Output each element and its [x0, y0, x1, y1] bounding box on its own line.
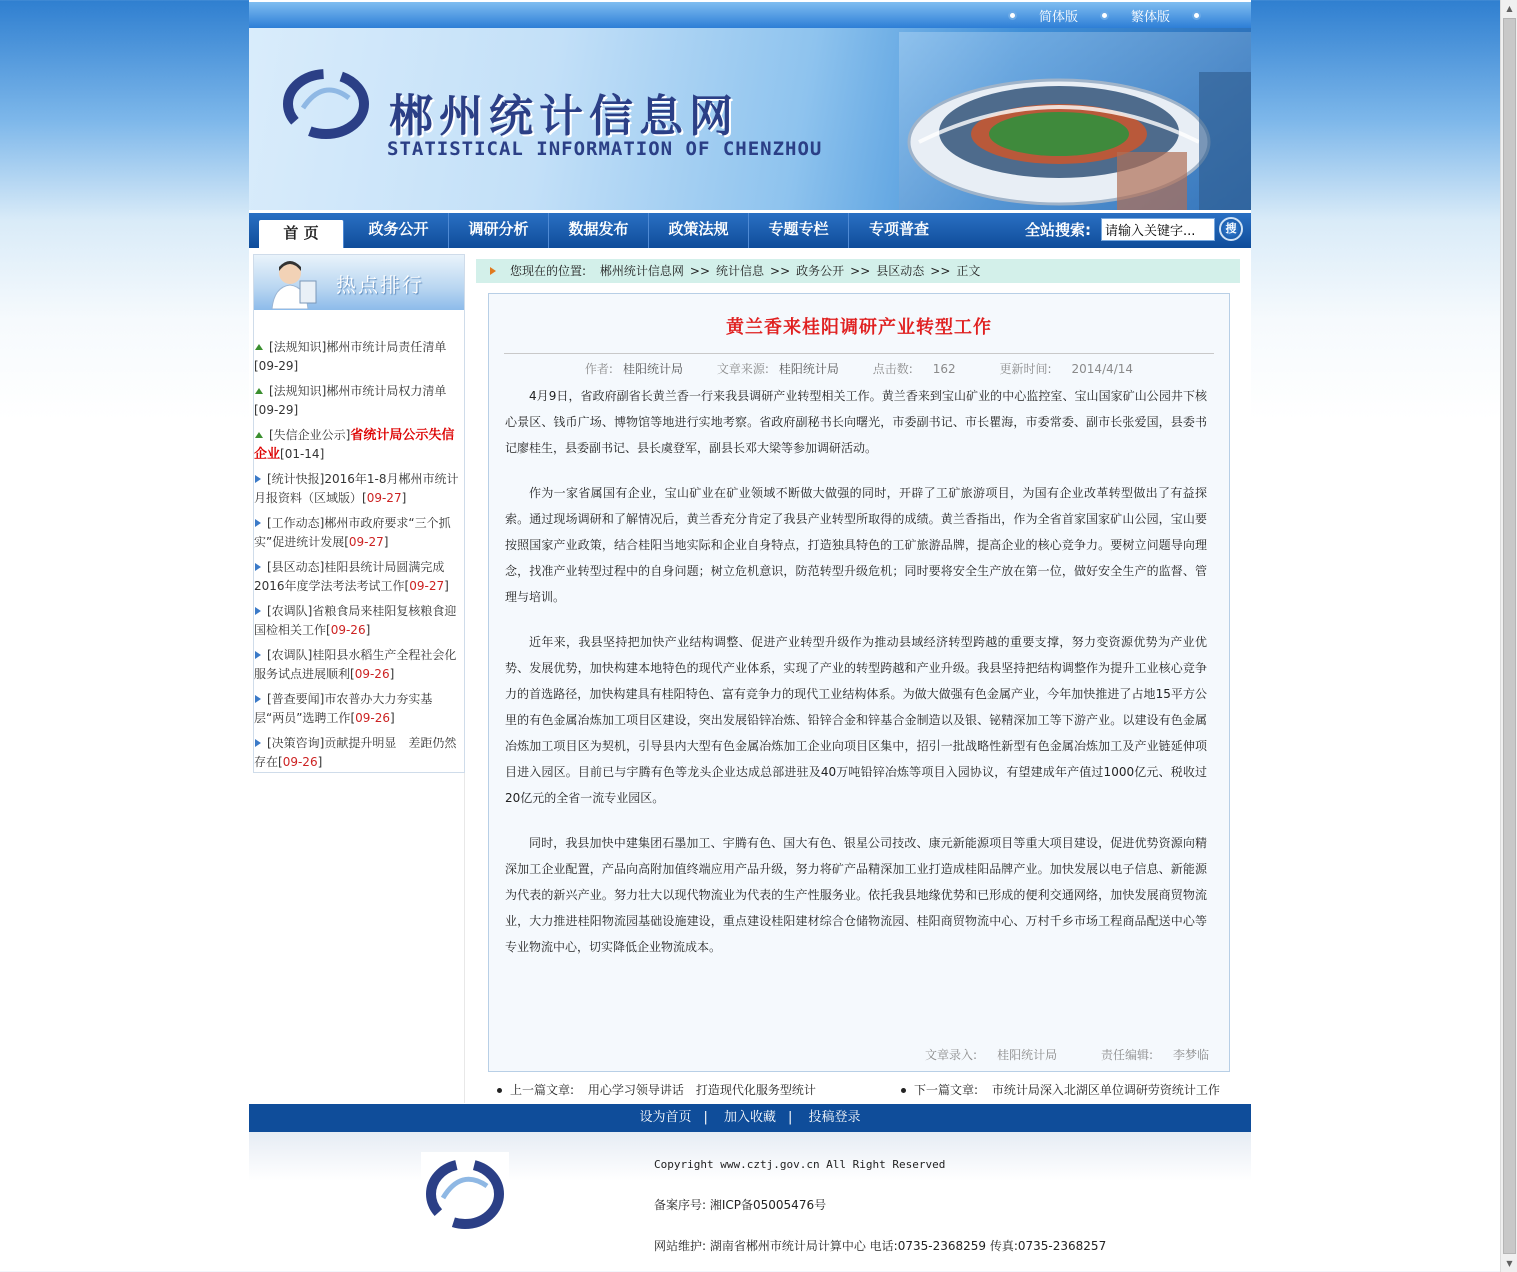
search-input[interactable] — [1101, 218, 1215, 241]
article-paragraph: 4月9日，省政府副省长黄兰香一行来我县调研产业转型相关工作。黄兰香来到宝山矿业的中心监控室、宝山国家矿山公园井下核心景区、钱币广场、博物馆等地进行实地考察。省政府副秘书长向曙光，市委副书记、市长瞿海，市委常委、副市长张爱国，县委书记廖桂生，县委副书记、县长虞登军，副县长邓大梁等参加调研活动。 — [505, 389, 1207, 455]
nav-home[interactable]: 首 页 — [259, 220, 344, 248]
hot-item-tag: [统计快报] — [267, 472, 325, 486]
site-subtitle: STATISTICAL INFORMATION OF CHENZHOU — [387, 138, 823, 160]
hot-list-item[interactable]: [工作动态]郴州市政府要求“三个抓实”促进统计发展[09-27] — [254, 516, 451, 549]
article-footer — [885, 1046, 1209, 1063]
scrollbar-thumb[interactable] — [1503, 18, 1516, 1254]
triangle-up-icon — [255, 432, 263, 438]
icp-text: 备案序号: 湘ICP备05005476号 — [654, 1198, 827, 1212]
hits-label: 点击数: — [872, 362, 913, 376]
traditional-link[interactable]: 繁体版 — [1130, 10, 1170, 25]
sidebar-divider — [464, 773, 465, 1103]
header-banner — [249, 28, 1251, 210]
updated-value: 2014/4/14 — [1071, 362, 1134, 376]
hot-item-tag: [农调队] — [267, 648, 313, 662]
triangle-right-icon — [255, 563, 261, 571]
next-label: 下一篇文章: — [914, 1083, 979, 1097]
top-bar — [249, 0, 1251, 28]
prev-article-link[interactable]: 用心学习领导讲话 打造现代化服务型统计 — [587, 1083, 816, 1097]
nav-special-topics[interactable]: 专题专栏 — [749, 213, 849, 248]
breadcrumb — [476, 259, 1240, 283]
triangle-right-icon — [255, 475, 261, 483]
bullet-icon — [901, 1088, 906, 1093]
hot-item-title[interactable]: 贡献提升明显 差距仍然存在 — [254, 736, 457, 769]
scroll-down-arrow-icon[interactable]: ▼ — [1501, 1255, 1517, 1272]
footer-logo-icon — [421, 1152, 509, 1234]
add-favorite-link[interactable]: 加入收藏 — [723, 1110, 776, 1125]
breadcrumb-link: 正文 — [956, 264, 981, 278]
editor-value: 李梦临 — [1172, 1048, 1209, 1062]
hot-item-tag: [县区动态] — [267, 560, 325, 574]
updated-label: 更新时间: — [999, 362, 1052, 376]
breadcrumb-link[interactable]: 统计信息 — [716, 264, 765, 278]
person-icon — [266, 257, 326, 309]
hot-list-item[interactable]: [县区动态]桂阳县统计局圆满完成2016年度学法考法考试工作[09-27] — [254, 560, 449, 593]
hot-item-date: [01-14] — [280, 447, 325, 461]
hot-item-date: 09-27 — [348, 535, 384, 549]
hot-item-title[interactable]: 郴州市统计局权力清单 — [326, 384, 447, 398]
footer — [249, 1132, 1251, 1254]
nav-census[interactable]: 专项普查 — [868, 220, 929, 238]
hot-ranking-list — [254, 338, 464, 778]
breadcrumb-separator: >> — [930, 264, 951, 278]
site-logo-icon — [283, 68, 369, 140]
hot-item-tag: [工作动态] — [267, 516, 325, 530]
hot-item-title[interactable]: 郴州市政府要求“三个抓实”促进统计发展 — [254, 516, 451, 549]
article-paragraph: 同时，我县加快中建集团石墨加工、宇腾有色、国大有色、银星公司技改、康元新能源项目等重大项目建设，促进优势资源向精深加工企业配置，产品向高附加值终端应用产品升级，努力将矿产品精深加工业打造成桂阳品牌产业。加快发展以电子信息、新能源为代表的新兴产业。努力壮大以现代物流业为代表的生产性服务业。依托我县地缘优势和已形成的便利交通网络，加快发展商贸物流业，大力推进桂阳物流园基础设施建设，重点建设桂阳建材综合仓储物流园、桂阳商贸物流中心、万村千乡市场工程商品配送中心等专业物流中心，切实降低企业物流成本。 — [505, 836, 1207, 954]
next-article — [901, 1081, 1220, 1098]
arrow-right-icon — [490, 267, 496, 275]
breadcrumb-link[interactable]: 县区动态 — [876, 264, 925, 278]
entry-value: 桂阳统计局 — [997, 1048, 1058, 1062]
breadcrumb-separator: >> — [770, 264, 791, 278]
hot-item-tag: [决策咨询] — [267, 736, 325, 750]
search-label: 全站搜索: — [1025, 220, 1091, 239]
footer-nav: 设为首页 | 加入收藏 | 投稿登录 — [249, 1104, 1251, 1132]
hot-item-date: 09-26 — [282, 755, 318, 769]
hot-item-title[interactable]: 省统计局公示失信企业 — [254, 428, 455, 462]
source-value: 桂阳统计局 — [778, 362, 839, 376]
stadium-image — [899, 32, 1251, 210]
vertical-scrollbar[interactable] — [1500, 0, 1517, 1272]
prev-label: 上一篇文章: — [510, 1083, 575, 1097]
page-container — [249, 0, 1251, 1254]
breadcrumb-separator: >> — [689, 264, 710, 278]
main-nav — [249, 210, 1251, 248]
hot-item-date: 09-27 — [366, 491, 402, 505]
hot-item-title[interactable]: 桂阳县统计局圆满完成2016年度学法考法考试工作 — [254, 560, 445, 593]
bullet-icon — [1008, 11, 1017, 20]
search-button[interactable]: 搜 — [1219, 217, 1243, 241]
hot-ranking-header — [254, 255, 464, 310]
hot-list-item[interactable] — [254, 338, 464, 382]
hot-list-item[interactable] — [254, 426, 464, 470]
hot-item-tag: [普查要闻] — [267, 692, 325, 706]
article-paragraph: 近年来，我县坚持把加快产业结构调整、促进产业转型升级作为推动县域经济转型跨越的重要支撑，努力变资源优势为产业优势、发展优势，加快构建本地特色的现代产业体系，实现了产业的转型跨越和产业升级。我县坚持把结构调整作为提升工业核心竞争力的首选路径，加快构建具有桂阳特色、富有竞争力的现代工业结构体系。为做大做强有色金属产业，今年加快推进了占地15平方公里的有色金属冶炼加工项目区建设，突出发展铅锌冶炼、铅锌合金和锌基合金制造以及银、铋精深加工等下游产业。以建设有色金属冶炼加工项目区为契机，引导县内大型有色金属冶炼加工企业向项目区集中，招引一批战略性新型有色金属冶炼加工及产业链延伸项目进入园区。目前已与宇腾有色等龙头企业达成总部进驻及40万吨铅锌冶炼等项目入园协议，有望建成年产值过1000亿元、税收过20亿元的全省一流专业园区。 — [505, 635, 1207, 805]
breadcrumb-label: 您现在的位置: — [510, 264, 587, 278]
bullet-icon — [1100, 11, 1109, 20]
triangle-right-icon — [255, 739, 261, 747]
hot-ranking-title: 热点排行 — [336, 273, 424, 297]
entry-label: 文章录入: — [925, 1048, 978, 1062]
simplified-link[interactable]: 简体版 — [1038, 10, 1078, 25]
hot-item-date: 09-26 — [354, 667, 390, 681]
triangle-right-icon — [255, 607, 261, 615]
nav-policy[interactable]: 政策法规 — [649, 213, 749, 248]
triangle-up-icon — [255, 344, 263, 350]
next-article-link[interactable]: 市统计局深入北湖区单位调研劳资统计工作 — [991, 1083, 1220, 1097]
divider — [504, 353, 1214, 354]
hot-list-item[interactable]: [农调队]省粮食局来桂阳复核粮食迎国检相关工作[09-26] — [254, 604, 457, 637]
hot-item-title[interactable]: 省粮食局来桂阳复核粮食迎国检相关工作 — [254, 604, 457, 637]
hot-item-title[interactable]: 2016年1-8月郴州市统计月报资料（区域版） — [254, 472, 459, 505]
article-paragraph: 作为一家省属国有企业，宝山矿业在矿业领域不断做大做强的同时，开辟了工矿旅游项目，为国有企业改革转型做出了有益探索。通过现场调研和了解情况后，黄兰香充分肯定了我县产业转型所取得的成绩。黄兰香指出，作为全省首家国家矿山公园，宝山要按照国家产业政策，结合桂阳当地实际和企业自身特点，打造独具特色的工矿旅游品牌，提高企业的核心竞争力。要树立问题导向理念，找准产业转型过程中的自身问题；树立危机意识，防范转型升级危机；同时要将安全生产放在第一位，做好安全生产的监督、管理与培训。 — [505, 486, 1207, 604]
breadcrumb-link[interactable]: 郴州统计信息网 — [599, 264, 684, 278]
site-title: 郴州统计信息网 — [389, 91, 739, 142]
hot-item-tag: [法规知识] — [269, 384, 327, 398]
hot-item-title[interactable]: 郴州市统计局责任清单 — [326, 340, 447, 354]
triangle-right-icon — [255, 651, 261, 659]
set-home-link[interactable]: 设为首页 — [639, 1110, 692, 1125]
hot-item-date: 09-27 — [409, 579, 445, 593]
article-title: 黄兰香来桂阳调研产业转型工作 — [726, 317, 992, 338]
hot-list-item[interactable]: [决策咨询]贡献提升明显 差距仍然存在[09-26] — [254, 736, 457, 769]
hot-list-item[interactable]: [普查要闻]市农普办大力夯实基层“两员”选聘工作[09-26] — [254, 692, 433, 725]
hot-list-item[interactable]: [农调队]桂阳县水稻生产全程社会化服务试点进展顺利[09-26] — [254, 648, 457, 681]
scroll-up-arrow-icon[interactable]: ▲ — [1501, 0, 1517, 17]
source-label: 文章来源: — [716, 362, 769, 376]
nav-research[interactable]: 调研分析 — [449, 213, 549, 248]
hits-value: 162 — [932, 362, 956, 376]
hot-item-date: 09-26 — [355, 711, 390, 725]
editor-label: 责任编辑: — [1100, 1048, 1153, 1062]
triangle-up-icon — [255, 388, 263, 394]
nav-government-affairs[interactable]: 政务公开 — [349, 213, 449, 248]
hot-item-title[interactable]: 市农普办大力夯实基层“两员”选聘工作 — [254, 692, 433, 725]
triangle-right-icon — [255, 695, 261, 703]
author-value: 桂阳统计局 — [622, 362, 683, 376]
hot-item-date: [09-29] — [254, 403, 299, 417]
hot-ranking-panel — [253, 254, 465, 773]
article-panel — [488, 293, 1230, 1072]
bullet-icon — [497, 1088, 502, 1093]
breadcrumb-link[interactable]: 政务公开 — [796, 264, 845, 278]
hot-item-date: [09-29] — [254, 359, 299, 373]
copyright-text: Copyright www.cztj.gov.cn All Right Reserved — [654, 1158, 946, 1171]
submit-login-link[interactable]: 投稿登录 — [808, 1110, 861, 1125]
hot-item-tag: [法规知识] — [269, 340, 327, 354]
article-meta — [489, 360, 1229, 377]
article-body — [489, 377, 1229, 960]
hot-item-tag: [失信企业公示] — [269, 428, 351, 442]
hot-item-tag: [农调队] — [267, 604, 313, 618]
hot-list-item[interactable] — [254, 382, 464, 426]
author-label: 作者: — [584, 362, 613, 376]
hot-list-item[interactable]: [统计快报]2016年1-8月郴州市统计月报资料（区域版）[09-27] — [254, 472, 459, 505]
hot-item-title[interactable]: 桂阳县水稻生产全程社会化服务试点进展顺利 — [254, 648, 457, 681]
breadcrumb-separator: >> — [850, 264, 871, 278]
maintainer-text: 网站维护: 湖南省郴州市统计局计算中心 电话:0735-2368259 传真:0735-2368257 — [654, 1239, 1107, 1253]
hot-item-date: 09-26 — [330, 623, 366, 637]
bullet-icon — [1192, 11, 1201, 20]
nav-data-release[interactable]: 数据发布 — [549, 213, 649, 248]
triangle-right-icon — [255, 519, 261, 527]
prev-article — [497, 1081, 816, 1098]
